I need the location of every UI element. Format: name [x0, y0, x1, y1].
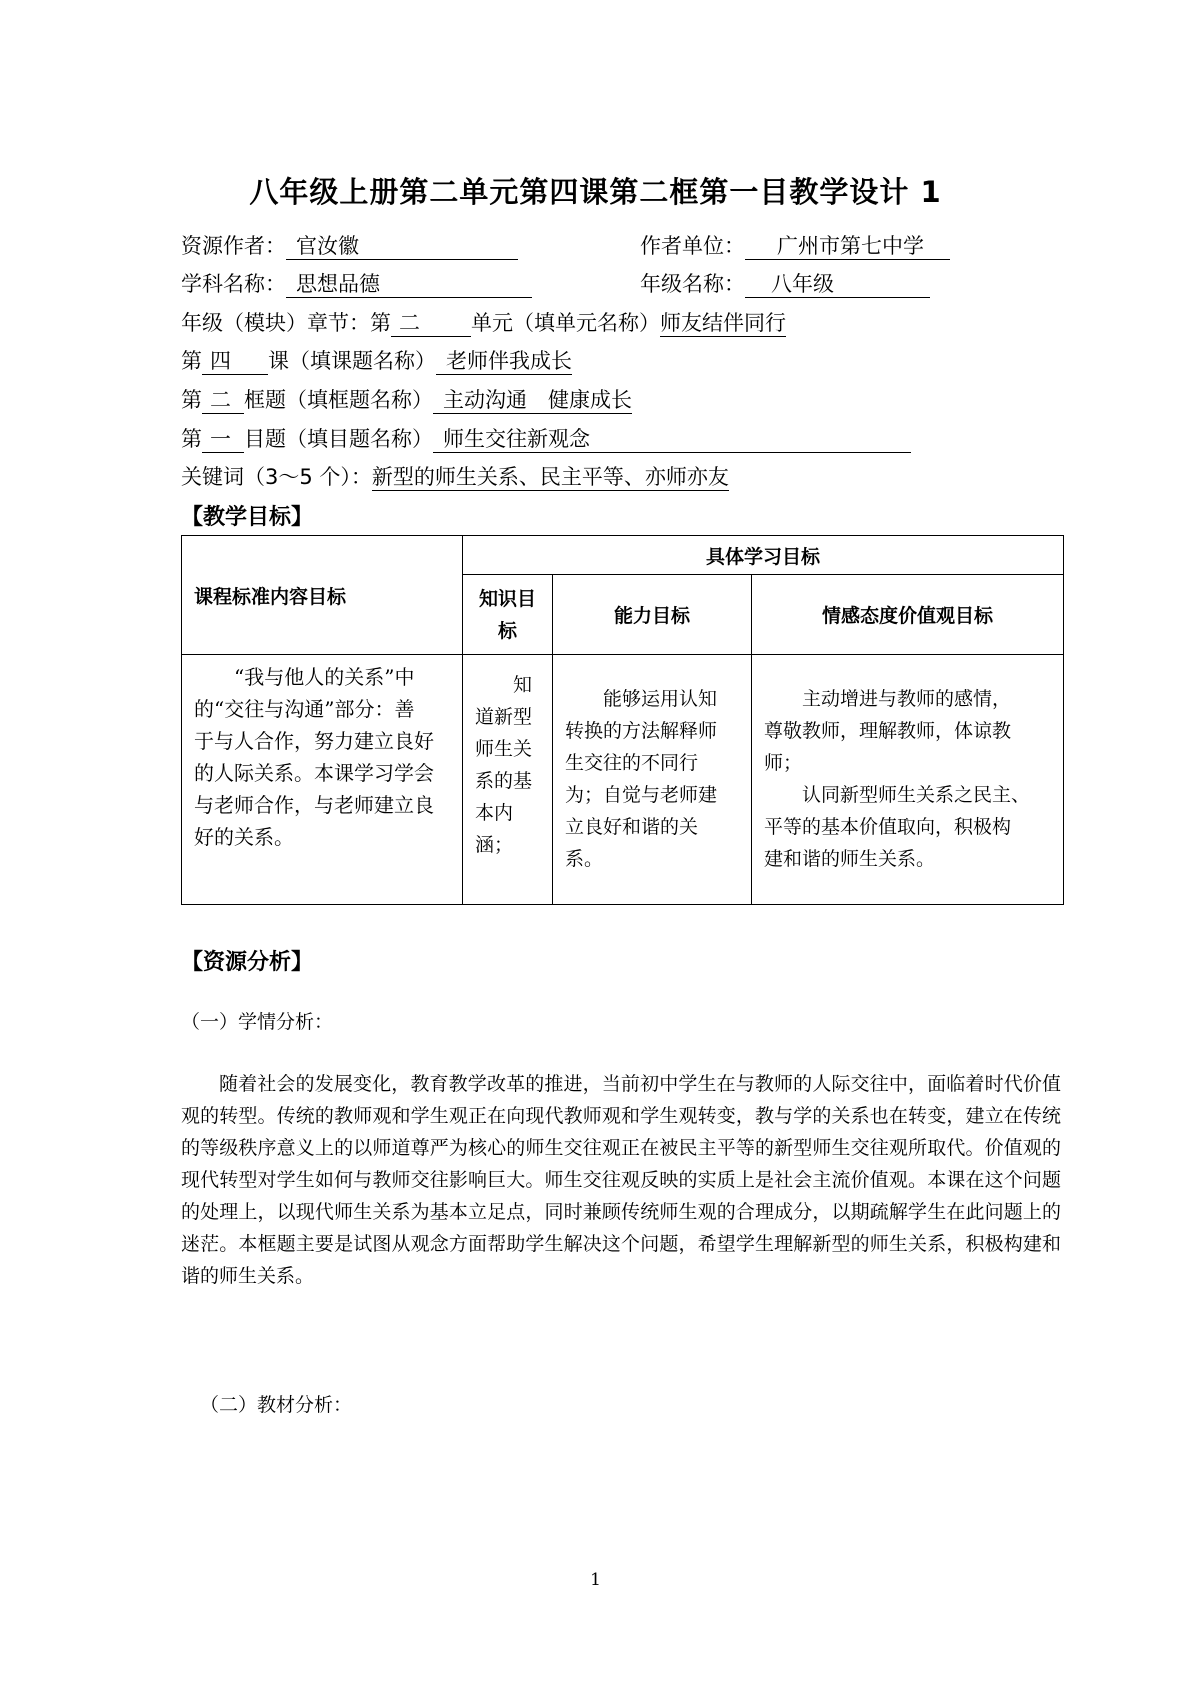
- item-prefix: 第: [181, 427, 202, 451]
- ability-line: 为；自觉与老师建: [565, 784, 718, 806]
- textbook-heading: （二）教材分析：: [200, 1394, 353, 1416]
- goals-heading: 【教学目标】: [181, 505, 314, 530]
- resource-heading: 【资源分析】: [181, 950, 314, 975]
- standard-line: 好的关系。: [194, 825, 294, 849]
- frame-mid: 框题（填框题名称）: [244, 388, 433, 412]
- subject-value: 思想品德: [286, 271, 532, 298]
- standard-line: “我与他人的关系”中: [234, 665, 415, 689]
- lesson-no: 四: [202, 348, 268, 375]
- learner-paragraph: 随着社会的发展变化，教育教学改革的推进，当前初中学生在与教师的人际交往中，面临着时代价值观的转型。传统的教师观和学生观正在向现代教师观和学生观转变，教与学的关系也在转变，建立在传统的等级秩序意义上的以师道尊严为核心的师生交往观正在被民主平等的新型师生交往观所取代。价值观的现代转型对学生如何与教师交往影响巨大。师生交往观反映的实质上是社会主流价值观。本课在这个问题的处理上，以现代师生关系为基本立足点，同时兼顾传统师生观的合理成分，以期疏解学生在此问题上的迷茫。本框题主要是试图从观念方面帮助学生解决这个问题，希望学生理解新型的师生关系，积极构建和谐的师生关系。: [181, 1073, 1061, 1287]
- learner-heading: （一）学情分析：: [181, 1011, 334, 1033]
- standard-cell: [182, 655, 463, 905]
- lesson-row: [181, 347, 572, 375]
- ability-header: 能力目标: [553, 575, 752, 655]
- lesson-prefix: 第: [181, 349, 202, 373]
- ability-line: 转换的方法解释师: [565, 720, 718, 742]
- learning-goals-header: 具体学习目标: [463, 536, 1064, 575]
- emotion-line: 尊敬教师，理解教师，体谅教: [764, 720, 1012, 742]
- standard-line: 的人际关系。本课学习学会: [194, 761, 434, 785]
- knowledge-header-line-1: 知识目: [478, 587, 536, 610]
- knowledge-line: 知: [513, 674, 533, 696]
- knowledge-line: 师生关: [475, 738, 533, 760]
- author-value: 官汝徽: [286, 233, 518, 260]
- emotion-header: 情感态度价值观目标: [752, 575, 1064, 655]
- emotion-line: 认同新型师生关系之民主、: [802, 784, 1031, 806]
- standard-line: 与老师合作，与老师建立良: [194, 793, 434, 817]
- chapter-mid: 单元（填单元名称）: [471, 311, 660, 335]
- standard-header: 课程标准内容目标: [182, 536, 463, 655]
- author-row: [181, 232, 518, 260]
- knowledge-header-line-2: 标: [497, 619, 517, 642]
- emotion-line: 主动增进与教师的感情，: [802, 688, 1012, 710]
- ability-line: 系。: [565, 848, 604, 870]
- keywords-value: 新型的师生关系、民主平等、亦师亦友: [371, 465, 729, 489]
- ability-line: 生交往的不同行: [565, 752, 699, 774]
- unit-value: 广州市第七中学: [745, 233, 950, 260]
- frame-prefix: 第: [181, 388, 202, 412]
- knowledge-line: 涵；: [475, 834, 514, 856]
- frame-no: 二: [202, 387, 244, 414]
- emotion-line: 师；: [764, 752, 803, 774]
- knowledge-line: 道新型: [475, 706, 533, 728]
- grade-row: [640, 270, 930, 298]
- knowledge-line: 系的基: [475, 770, 533, 792]
- subject-label: 学科名称：: [181, 272, 286, 296]
- item-no: 一: [202, 426, 244, 453]
- page-number: 1: [590, 1570, 601, 1590]
- knowledge-header: [463, 575, 553, 655]
- grade-value: 八年级: [745, 271, 930, 298]
- item-row: [181, 425, 911, 453]
- keywords-label: 关键词（3～5 个）：: [181, 465, 372, 489]
- standard-line: 于与人合作，努力建立良好: [194, 729, 434, 753]
- chapter-unit-no: 二: [391, 310, 471, 337]
- ability-line: 能够运用认知: [603, 688, 718, 710]
- knowledge-cell: [463, 655, 553, 905]
- unit-label: 作者单位：: [640, 234, 745, 258]
- page-title: 八年级上册第二单元第四课第二框第一目教学设计 1: [249, 175, 942, 209]
- unit-row: [640, 232, 950, 260]
- lesson-mid: 课（填课题名称）: [268, 349, 436, 373]
- emotion-line: 建和谐的师生关系。: [764, 848, 936, 870]
- chapter-prefix: 年级（模块）章节：第: [181, 311, 391, 335]
- frame-name: 主动沟通 健康成长: [433, 387, 632, 414]
- lesson-name: 老师伴我成长: [436, 348, 572, 375]
- goals-table: [181, 535, 1064, 905]
- chapter-row: [181, 309, 786, 337]
- chapter-unit-name: 师友结伴同行: [660, 311, 786, 335]
- standard-line: 的“交往与沟通”部分：善: [194, 697, 415, 721]
- emotion-line: 平等的基本价值取向，积极构: [764, 816, 1012, 838]
- ability-cell: [553, 655, 752, 905]
- item-mid: 目题（填目题名称）: [244, 427, 433, 451]
- emotion-cell: [752, 655, 1064, 905]
- subject-row: [181, 270, 532, 298]
- ability-line: 立良好和谐的关: [565, 816, 699, 838]
- knowledge-line: 本内: [475, 802, 514, 824]
- keywords-row: [181, 463, 729, 491]
- frame-row: [181, 386, 632, 414]
- grade-label: 年级名称：: [640, 272, 745, 296]
- item-name: 师生交往新观念: [433, 426, 911, 453]
- author-label: 资源作者：: [181, 234, 286, 258]
